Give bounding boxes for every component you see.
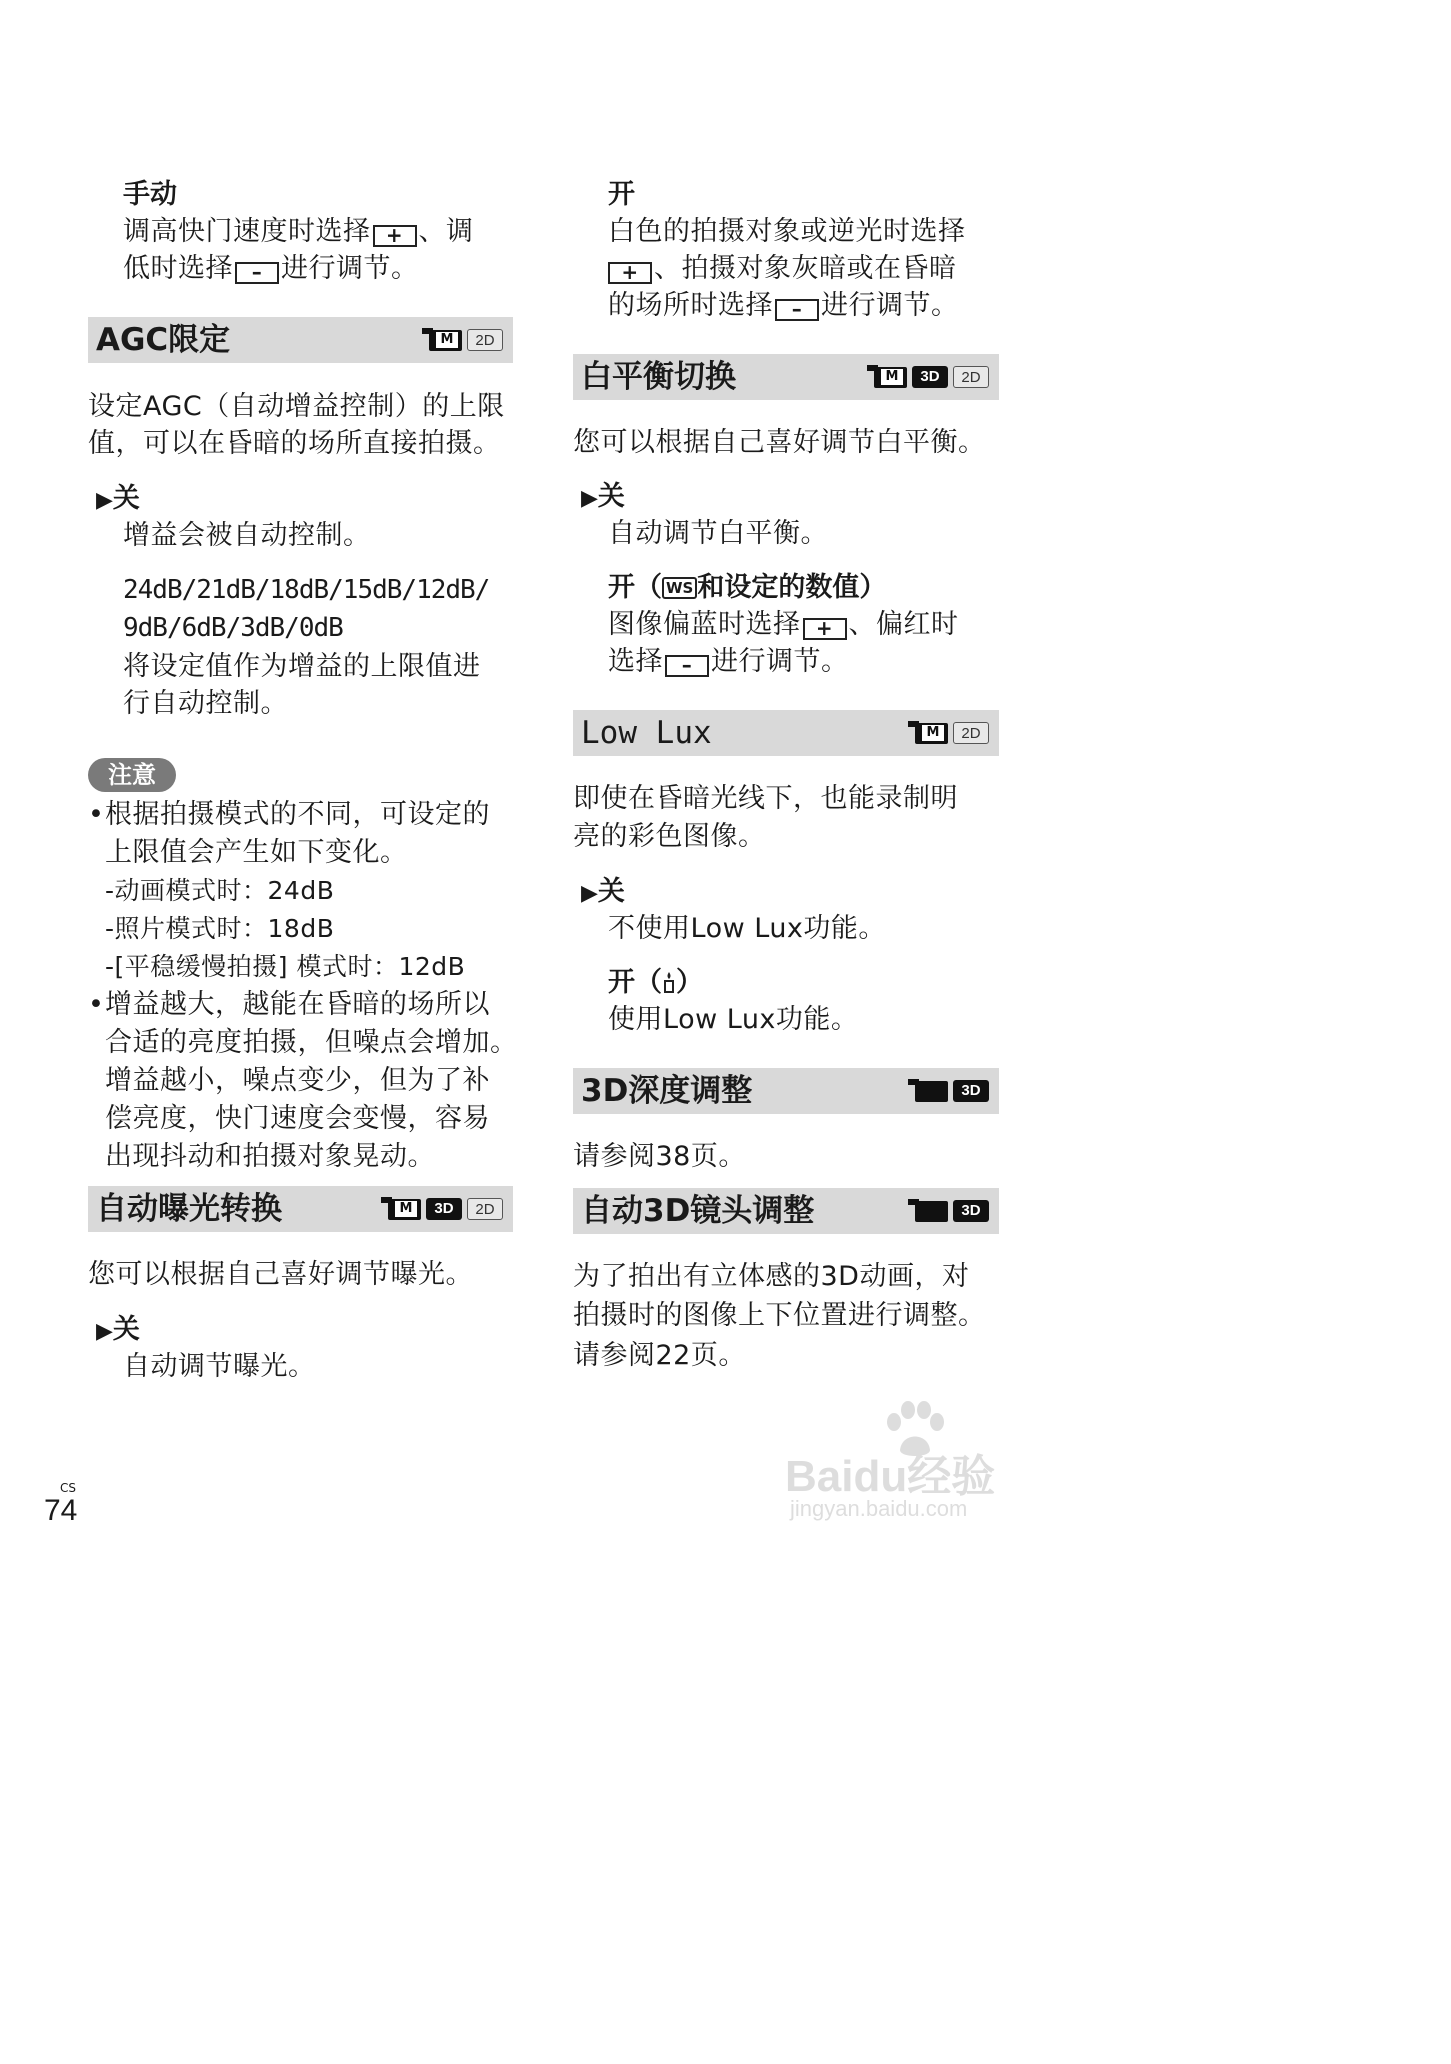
auto-3d-lens-desc-1: 为了拍出有立体感的3D动画，对 — [573, 1261, 970, 1292]
agc-desc-1: 设定AGC（自动增益控制）的上限 — [88, 391, 505, 422]
wb-off-title: ▶关 — [581, 481, 625, 512]
3d-badge-icon: 3D — [912, 366, 948, 388]
wb-off-desc: 自动调节白平衡。 — [608, 518, 828, 549]
note-bullet-2-line-4: 偿亮度，快门速度会变慢，容易 — [105, 1103, 490, 1134]
section-header-auto-3d-lens — [573, 1188, 999, 1234]
camera-manual-icon: M — [381, 1197, 421, 1220]
section-title: 3D深度调整 — [581, 1073, 753, 1109]
camera-icon — [908, 1079, 948, 1102]
3d-badge-icon: 3D — [953, 1080, 989, 1102]
wb-on-line-1: 图像偏蓝时选择 + 、偏红时 — [608, 609, 959, 640]
bullet-icon: • — [88, 989, 105, 1020]
mode-badges — [908, 1079, 989, 1102]
camera-manual-icon: M — [867, 365, 907, 388]
agc-off-title: ▶关 — [96, 483, 140, 514]
mode-badges — [422, 328, 503, 351]
section-header-low-lux — [573, 710, 999, 756]
manual-line-1: 调高快门速度时选择 + 、调 — [123, 216, 474, 247]
language-code: CS — [60, 1481, 76, 1495]
agc-values-1: 24dB/21dB/18dB/15dB/12dB/ — [123, 575, 490, 605]
wb-desc: 您可以根据自己喜好调节白平衡。 — [573, 427, 986, 458]
note-dash-2: -照片模式时：18dB — [105, 914, 335, 943]
wb-on-line-2: 选择 – 进行调节。 — [608, 646, 849, 677]
section-title: 自动曝光转换 — [96, 1191, 282, 1227]
2d-badge-icon: 2D — [467, 329, 503, 351]
bullet-icon: • — [88, 799, 105, 830]
2d-badge-icon: 2D — [953, 366, 989, 388]
low-lux-off-title: ▶关 — [581, 876, 625, 907]
plus-key-icon: + — [803, 618, 847, 640]
mode-badges — [867, 365, 989, 388]
default-marker-icon: ▶ — [581, 881, 598, 906]
ws-icon: WS — [662, 577, 697, 599]
section-title: AGC限定 — [96, 322, 231, 358]
candle-icon — [662, 970, 676, 994]
mode-badges — [908, 721, 989, 744]
auto-exposure-off-desc: 自动调节曝光。 — [123, 1351, 316, 1382]
baidu-watermark — [785, 1400, 1045, 1530]
note-bullet-2-line-5: 出现抖动和拍摄对象晃动。 — [105, 1141, 435, 1172]
baidu-logo-text: Baidu经验 — [785, 1452, 996, 1501]
section-title: Low Lux — [581, 715, 712, 751]
camera-icon — [908, 1199, 948, 1222]
low-lux-on-title: 开（ ） — [608, 967, 703, 998]
note-dash-1: -动画模式时：24dB — [105, 876, 335, 905]
auto-exposure-off-title: ▶关 — [96, 1314, 140, 1345]
agc-values-desc-1: 将设定值作为增益的上限值进 — [123, 651, 481, 682]
auto-3d-lens-desc-2: 拍摄时的图像上下位置进行调整。 — [573, 1300, 986, 1331]
on-line-3: 的场所时选择 – 进行调节。 — [608, 290, 959, 321]
minus-key-icon: – — [665, 655, 709, 677]
page-number: 74 — [44, 1494, 78, 1527]
wb-on-title: 开（ WS 和设定的数值） — [608, 572, 887, 603]
section-header-wb-shift — [573, 354, 999, 400]
3d-depth-desc: 请参阅38页。 — [573, 1141, 746, 1172]
auto-exposure-desc: 您可以根据自己喜好调节曝光。 — [88, 1259, 473, 1290]
plus-key-icon: + — [373, 225, 417, 247]
section-header-agc — [88, 317, 513, 363]
note-bullet-1-line-2: 上限值会产生如下变化。 — [105, 837, 408, 868]
section-title: 自动3D镜头调整 — [581, 1193, 815, 1229]
camera-manual-icon: M — [422, 328, 462, 351]
note-badge: 注意 — [88, 758, 176, 792]
low-lux-on-desc: 使用Low Lux功能。 — [608, 1004, 859, 1035]
low-lux-desc-2: 亮的彩色图像。 — [573, 821, 766, 852]
section-header-auto-exposure — [88, 1186, 513, 1232]
default-marker-icon: ▶ — [96, 1319, 113, 1344]
auto-3d-lens-desc-3: 请参阅22页。 — [573, 1340, 746, 1371]
note-dash-3: -[平稳缓慢拍摄] 模式时：12dB — [105, 952, 466, 981]
note-bullet-2-line-3: 增益越小，噪点变少，但为了补 — [105, 1065, 490, 1096]
low-lux-off-desc: 不使用Low Lux功能。 — [608, 913, 886, 944]
3d-badge-icon: 3D — [953, 1200, 989, 1222]
3d-badge-icon: 3D — [426, 1198, 462, 1220]
note-bullet-2-line-2: 合适的亮度拍摄，但噪点会增加。 — [105, 1027, 518, 1058]
on-title: 开 — [608, 179, 635, 210]
mode-badges — [381, 1197, 503, 1220]
minus-key-icon: – — [235, 262, 279, 284]
agc-values-desc-2: 行自动控制。 — [123, 688, 288, 719]
default-marker-icon: ▶ — [96, 488, 113, 513]
default-marker-icon: ▶ — [581, 486, 598, 511]
mode-badges — [908, 1199, 989, 1222]
agc-desc-2: 值，可以在昏暗的场所直接拍摄。 — [88, 428, 501, 459]
agc-off-desc: 增益会被自动控制。 — [123, 520, 371, 551]
plus-key-icon: + — [608, 262, 652, 284]
on-line-2: + 、拍摄对象灰暗或在昏暗 — [608, 250, 957, 287]
section-title: 白平衡切换 — [581, 359, 736, 395]
2d-badge-icon: 2D — [467, 1198, 503, 1220]
watermark-url: jingyan.baidu.com — [790, 1496, 968, 1521]
manual-title: 手动 — [123, 179, 177, 210]
minus-key-icon: – — [775, 299, 819, 321]
agc-values-2: 9dB/6dB/3dB/0dB — [123, 613, 343, 643]
on-line-1: 白色的拍摄对象或逆光时选择 — [608, 216, 966, 247]
2d-badge-icon: 2D — [953, 722, 989, 744]
camera-manual-icon: M — [908, 721, 948, 744]
low-lux-desc-1: 即使在昏暗光线下，也能录制明 — [573, 783, 958, 814]
section-header-3d-depth — [573, 1068, 999, 1114]
manual-line-2: 低时选择 – 进行调节。 — [123, 253, 419, 284]
